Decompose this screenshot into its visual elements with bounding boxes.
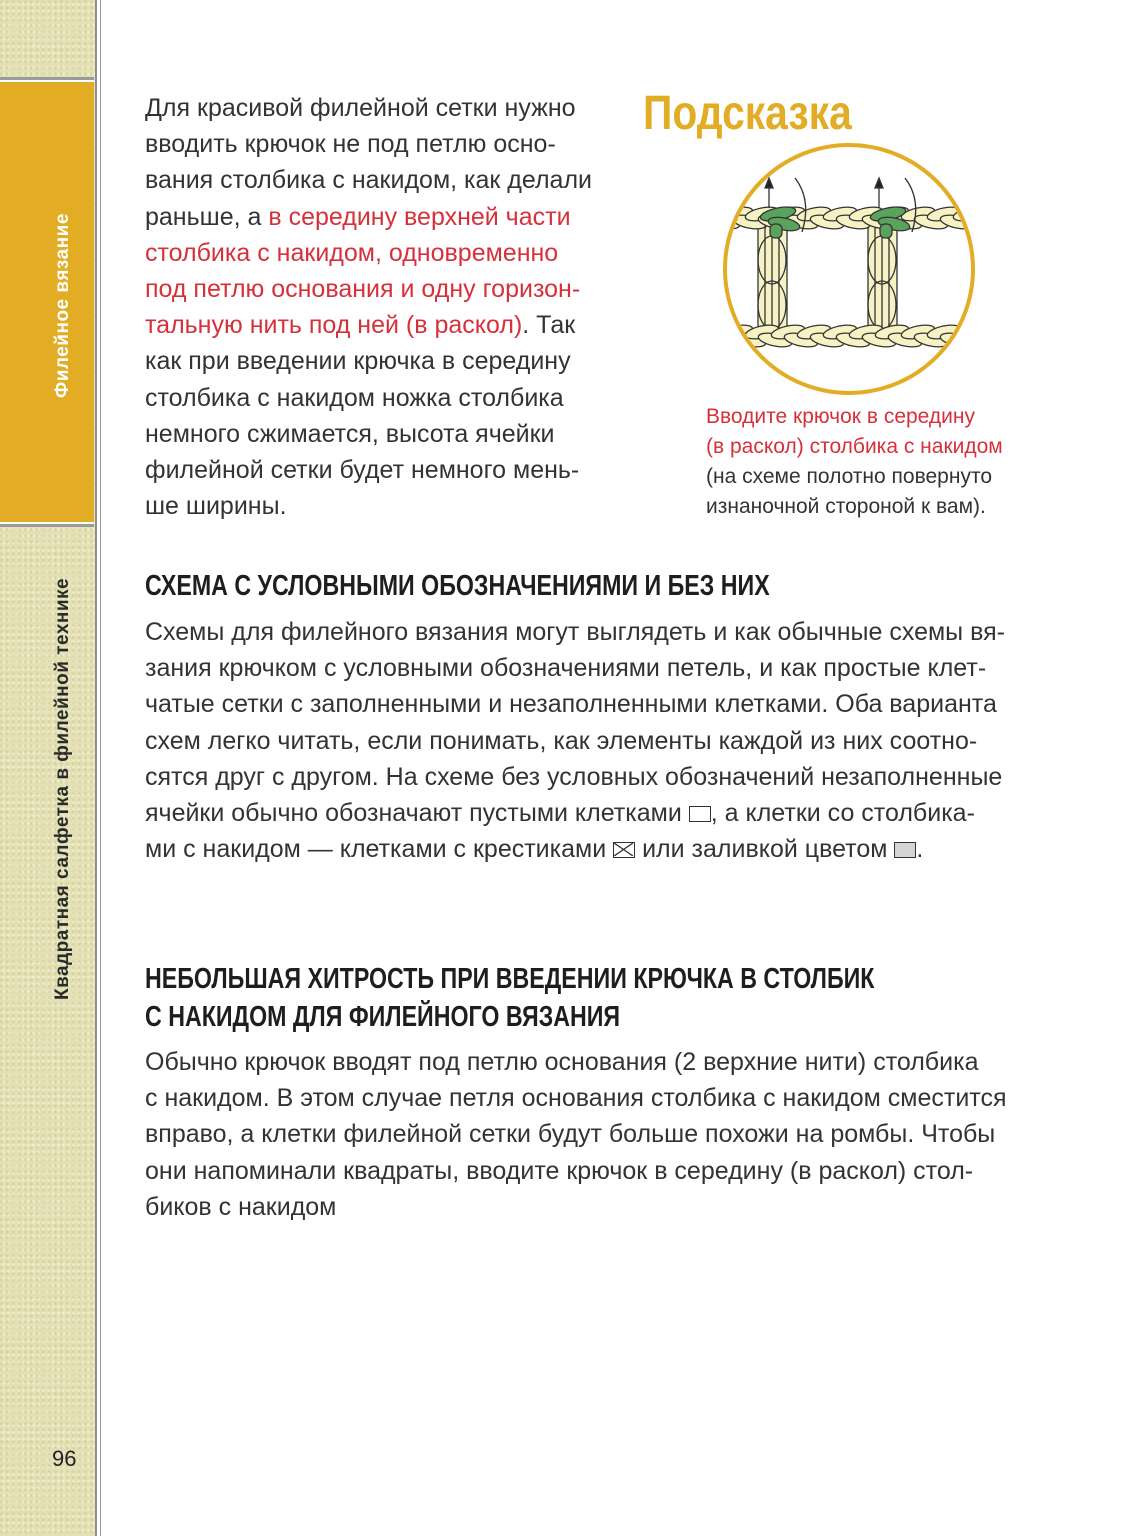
crochet-stitch-illustration [720,140,978,398]
caption-line: изнаночной стороной к вам). [706,495,986,518]
divider [100,0,101,1536]
section-heading: СХЕМА С УСЛОВНЫМИ ОБОЗНАЧЕНИЯМИ И БЕЗ НИХ [145,570,770,602]
text-line: . Так [522,311,576,340]
text-line: с накидом. В этом случае петля основания столбика с накидом сместится [145,1084,1007,1113]
heading-line: НЕБОЛЬШАЯ ХИТРОСТЬ ПРИ ВВЕДЕНИИ КРЮЧКА В СТОЛБИК [145,963,875,995]
text-line: вводить крючок не под петлю осно- [145,130,556,159]
section-label: Квадратная салфетка в филейной технике [52,577,73,1000]
text-line: , а клетки со столбика- [710,799,975,828]
tip-title: Подсказка [643,87,852,140]
chain-loop [720,323,728,342]
text-line: вправо, а клетки филейной сетки будут больше похожи на ромбы. Чтобы [145,1120,996,1149]
caption-line: (на схеме полотно повернуто [706,465,993,488]
crossed-cell-icon [613,842,635,858]
text-line: сятся друг с другом. На схеме без условных обозначений незаполненные [145,762,1003,791]
page-number: 96 [52,1446,77,1471]
section1-paragraph [145,614,1005,867]
section-heading [145,960,874,1036]
divider [95,0,97,1536]
text-line: столбика с накидом ножка столбика [145,383,564,412]
tip-caption [706,402,1003,522]
section2-paragraph [145,1044,1007,1225]
text-line: вания столбика с накидом, как делали [145,166,592,195]
text-line: Схемы для филейного вязания могут выглядеть и как обычные схемы вя- [145,618,1005,646]
text-line: немного сжимается, высота ячейки [145,419,555,448]
text-line: Для красивой филейной сетки нужно [145,94,576,122]
text-line: или заливкой цветом [635,835,895,864]
highlight-text: тальную нить под ней (в раскол) [145,311,523,340]
text-line: как при введении крючка в середину [145,347,571,376]
text-line: зания крючком с условными обозначениями петель, и как простые клет- [145,654,987,683]
chain-loop [720,205,728,224]
text-line: раньше, а [145,202,269,231]
chain-loop [720,331,741,350]
green-loop [880,224,892,238]
chapter-tab [0,80,94,524]
text-line: ми с накидом — клетками с крестиками [145,835,614,864]
text-line: . [916,835,924,864]
caption-line: (в раскол) столбика с накидом [706,435,1003,458]
highlight-text: в середину верхней части [268,202,571,231]
filled-cell-icon [894,842,916,858]
empty-cell-icon [689,806,711,822]
text-line: биков с накидом [145,1192,337,1221]
chain-loop [965,331,978,350]
highlight-text: под петлю основания и одну горизон- [145,275,581,304]
text-line: ше ширины. [145,492,287,521]
text-line: ячейки обычно обозначают пустыми клетками [145,799,689,828]
text-line: они напоминали квадраты, вводите крючок в середину (в раскол) стол- [145,1156,974,1185]
text-line: Обычно крючок вводят под петлю основания (2 верхние нити) столбика [145,1048,979,1076]
intro-paragraph [145,90,592,524]
text-line: схем легко читать, если понимать, как элементы каждой из них соотно- [145,726,978,755]
text-line: филейной сетки будет немного мень- [145,456,580,485]
green-loop [770,224,782,238]
caption-line: Вводите крючок в середину [706,405,975,428]
heading-line: С НАКИДОМ ДЛЯ ФИЛЕЙНОГО ВЯЗАНИЯ [145,1001,621,1033]
highlight-text: столбика с накидом, одновременно [145,238,559,267]
chapter-label: Филейное вязание [52,213,73,398]
text-line: чатые сетки с заполненными и незаполненными клетками. Оба варианта [145,690,997,719]
